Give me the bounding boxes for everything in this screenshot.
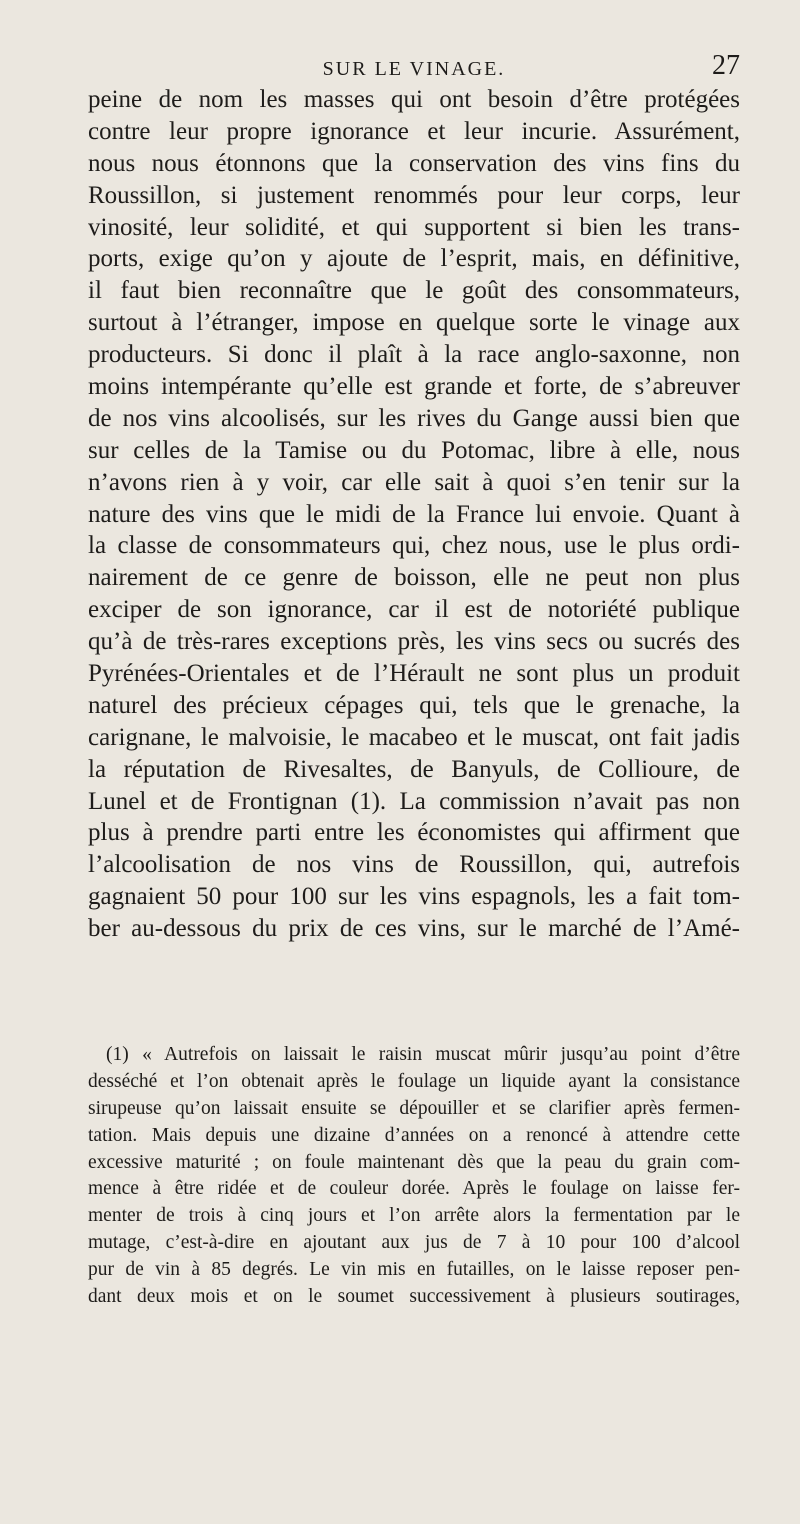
body-line: n’avons rien à y voir, car elle sait à quoi s’en tenir sur la: [88, 468, 740, 496]
footnote-line: tation. Mais depuis une dizaine d’années on a renoncé à attendre cette: [88, 1124, 740, 1146]
footnote: [88, 1042, 740, 1311]
body-line: nature des vins que le midi de la France lui envoie. Quant à: [88, 500, 740, 528]
body-line: naturel des précieux cépages qui, tels que le grenache, la: [88, 691, 740, 719]
body-line: nous nous étonnons que la conservation des vins fins du: [88, 149, 740, 177]
footnote-line: dant deux mois et on le soumet successivement à plusieurs soutirages,: [88, 1286, 740, 1308]
body-line: Pyrénées-Orientales et de l’Hérault ne sont plus un produit: [88, 660, 740, 688]
body-line: vinosité, leur solidité, et qui supportent si bien les trans-: [88, 213, 740, 241]
body-line: exciper de son ignorance, car il est de notoriété publique: [88, 596, 740, 624]
footnote-line: mence à être ridée et de couleur dorée. Après le foulage on laisse fer-: [88, 1178, 740, 1200]
body-line: ports, exige qu’on y ajoute de l’esprit, mais, en définitive,: [88, 245, 740, 273]
footnote-line: (1) « Autrefois on laissait le raisin muscat mûrir jusqu’au point d’être: [106, 1044, 740, 1065]
footnote-line: pur de vin à 85 degrés. Le vin mis en futailles, on le laisse reposer pen-: [88, 1259, 740, 1281]
running-title: SUR LE VINAGE.: [322, 58, 506, 80]
body-line: moins intempérante qu’elle est grande et forte, de s’abreuver: [88, 373, 740, 401]
body-line: ber au-dessous du prix de ces vins, sur le marché de l’Amé-: [88, 915, 740, 943]
body-line: la classe de consommateurs qui, chez nous, use le plus ordi-: [88, 532, 740, 560]
body-line: qu’à de très-rares exceptions près, les vins secs ou sucrés des: [88, 628, 740, 656]
body-line: peine de nom les masses qui ont besoin d’être protégées: [88, 86, 740, 113]
body-line: gagnaient 50 pour 100 sur les vins espagnols, les a fait tom-: [88, 883, 740, 911]
body-line: l’alcoolisation de nos vins de Roussillon, qui, autrefois: [88, 851, 740, 879]
footnote-line: menter de trois à cinq jours et l’on arrête alors la fermentation par le: [88, 1205, 740, 1227]
body-line: nairement de ce genre de boisson, elle ne peut non plus: [88, 564, 740, 592]
footnote-line: excessive maturité ; on foule maintenant dès que la peau du grain com-: [88, 1151, 740, 1173]
body-line: la réputation de Rivesaltes, de Banyuls, de Collioure, de: [88, 755, 740, 783]
body-line: producteurs. Si donc il plaît à la race anglo-saxonne, non: [88, 341, 740, 369]
page-number: 27: [712, 50, 740, 81]
body-line: surtout à l’étranger, impose en quelque sorte le vinage aux: [88, 309, 740, 337]
body-line: Roussillon, si justement renommés pour leur corps, leur: [88, 181, 740, 209]
body-line: il faut bien reconnaître que le goût des consommateurs,: [88, 277, 740, 305]
body-line: carignane, le malvoisie, le macabeo et le muscat, ont fait jadis: [88, 723, 740, 751]
page-header: [88, 50, 740, 86]
body-text: [88, 84, 740, 945]
body-line: plus à prendre parti entre les économistes qui affirment que: [88, 819, 740, 847]
body-line: Lunel et de Frontignan (1). La commission n’avait pas non: [88, 787, 740, 815]
footnote-line: desséché et l’on obtenait après le foulage un liquide ayant la consistance: [88, 1070, 740, 1092]
body-line: sur celles de la Tamise ou du Potomac, libre à elle, nous: [88, 436, 740, 464]
footnote-line: sirupeuse qu’on laissait ensuite se dépouiller et se clarifier après fermen-: [88, 1097, 740, 1119]
body-line: contre leur propre ignorance et leur incurie. Assurément,: [88, 117, 740, 145]
footnote-line: mutage, c’est-à-dire en ajoutant aux jus de 7 à 10 pour 100 d’alcool: [88, 1232, 740, 1254]
body-line: de nos vins alcoolisés, sur les rives du Gange aussi bien que: [88, 404, 740, 432]
